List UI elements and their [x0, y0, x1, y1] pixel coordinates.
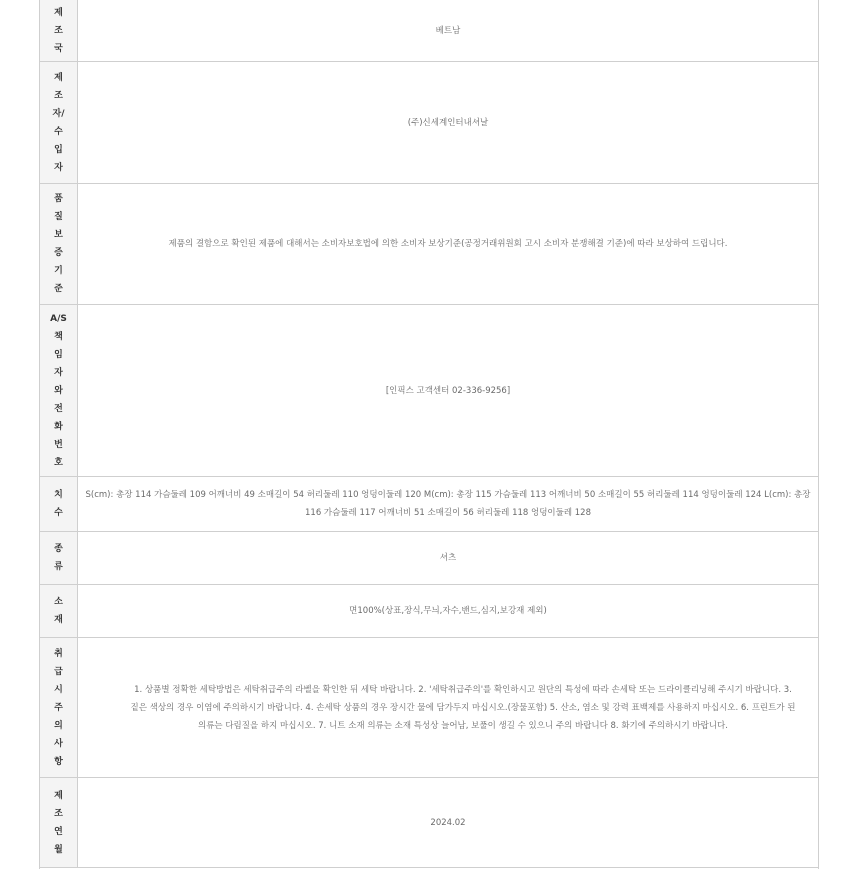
- label-char: A/S: [50, 313, 67, 324]
- label-char: 품: [54, 194, 63, 204]
- label-char: 제: [54, 72, 63, 83]
- value-date: 2024.02: [78, 778, 819, 868]
- label-char: 조: [54, 90, 63, 101]
- table-row-warranty: [40, 184, 818, 305]
- table-row-manufacturer: [40, 62, 818, 184]
- label-char: 수: [54, 508, 63, 518]
- row-label-after-service: [40, 305, 78, 477]
- row-label-country: [40, 0, 78, 62]
- label-char: 재: [54, 615, 63, 625]
- value-type: 셔츠: [78, 532, 819, 585]
- value-manufacturer: (주)신세계인터내셔날: [78, 62, 819, 184]
- value-after-service: [인픽스 고객센터 02-336-9256]: [78, 305, 819, 477]
- value-size: S(cm): 총장 114 가슴둘레 109 어깨너비 49 소매길이 54 허리둘레 110 엉덩이둘레 120 M(cm): 총장 115 가슴둘레 113 어깨너비 50 소매길이 55 허리둘레 114 엉덩이둘레 124 L(cm): 총장 116 가슴둘레 117 어깨너비 51 소매길이 56 허리둘레 118 엉덩이둘레 128: [78, 477, 819, 532]
- product-info-sheet: [39, 0, 819, 869]
- table-row-care: [40, 638, 818, 778]
- label-char: 화: [54, 421, 63, 432]
- label-char: 급: [54, 666, 63, 677]
- row-label-material: [40, 585, 78, 638]
- label-char: 임: [54, 349, 63, 360]
- label-char: 책: [54, 331, 63, 342]
- label-char: 국: [54, 43, 63, 54]
- row-label-date: [40, 778, 78, 868]
- label-char: 와: [54, 385, 63, 396]
- label-char: 주: [54, 702, 63, 713]
- label-char: 자: [54, 162, 63, 173]
- label-char: 종: [54, 544, 63, 554]
- label-char: 항: [54, 756, 63, 767]
- label-char: 질: [54, 212, 63, 222]
- label-char: 입: [54, 144, 63, 155]
- label-char: 조: [54, 808, 63, 819]
- value-country: 베트남: [78, 0, 819, 62]
- value-care: 1. 상품별 정확한 세탁방법은 세탁취급주의 라벨을 확인한 뒤 세탁 바랍니다. 2. '세탁취급주의'를 확인하시고 원단의 특성에 따라 손세탁 또는 드라이클리닝해 주시기 바랍니다. 3. 짙은 색상의 경우 이염에 주의하시기 바랍니다. 4. 손세탁 상품의 경우 장시간 물에 담가두지 마십시오.(장물포함) 5. 산소, 염소 및 강력 표백제를 사용하지 마십시오. 6. 프린트가 된 의류는 다림질을 하지 마십시오. 7. 니트 소재 의류는 소재 특성상 늘어남, 보풀이 생길 수 있으니 주의 바랍니다 8. 화기에 주의하시기 바랍니다.: [78, 638, 819, 778]
- label-char: 조: [54, 25, 63, 36]
- table-row-country: [40, 0, 818, 62]
- label-char: 기: [54, 266, 63, 276]
- label-char: 자: [54, 367, 63, 378]
- label-char: 치: [54, 490, 63, 500]
- row-label-warranty: [40, 184, 78, 305]
- label-char: 수: [54, 126, 63, 137]
- label-char: 사: [54, 738, 63, 749]
- row-label-size: [40, 477, 78, 532]
- label-char: 제: [54, 790, 63, 801]
- label-char: 호: [54, 457, 63, 468]
- row-label-manufacturer: [40, 62, 78, 184]
- label-char: 류: [54, 562, 63, 572]
- label-char: 취: [54, 648, 63, 659]
- row-label-type: [40, 532, 78, 585]
- label-char: 보: [54, 230, 63, 240]
- value-warranty: 제품의 결함으로 확인된 제품에 대해서는 소비자보호법에 의한 소비자 보상기준(공정거래위원회 고시 소비자 분쟁해결 기준)에 따라 보상하여 드립니다.: [78, 184, 819, 305]
- label-char: 의: [54, 720, 63, 731]
- label-char: 월: [54, 844, 63, 855]
- label-char: 증: [54, 248, 63, 258]
- label-char: 시: [54, 684, 63, 695]
- value-material: 면100%(상표,장식,무늬,자수,밴드,심지,보강재 제외): [78, 585, 819, 638]
- table-row-date: [40, 778, 818, 868]
- label-char: 준: [54, 284, 63, 294]
- table-row-size: [40, 477, 818, 532]
- table-row-after-service: [40, 305, 818, 477]
- label-char: 연: [54, 826, 63, 837]
- label-char: 소: [54, 597, 63, 607]
- product-info-table: [40, 0, 818, 868]
- label-char: 전: [54, 403, 63, 414]
- label-char: 제: [54, 7, 63, 18]
- table-row-type: [40, 532, 818, 585]
- table-row-material: [40, 585, 818, 638]
- row-label-care: [40, 638, 78, 778]
- label-char: 자/: [52, 108, 65, 119]
- label-char: 번: [54, 439, 63, 450]
